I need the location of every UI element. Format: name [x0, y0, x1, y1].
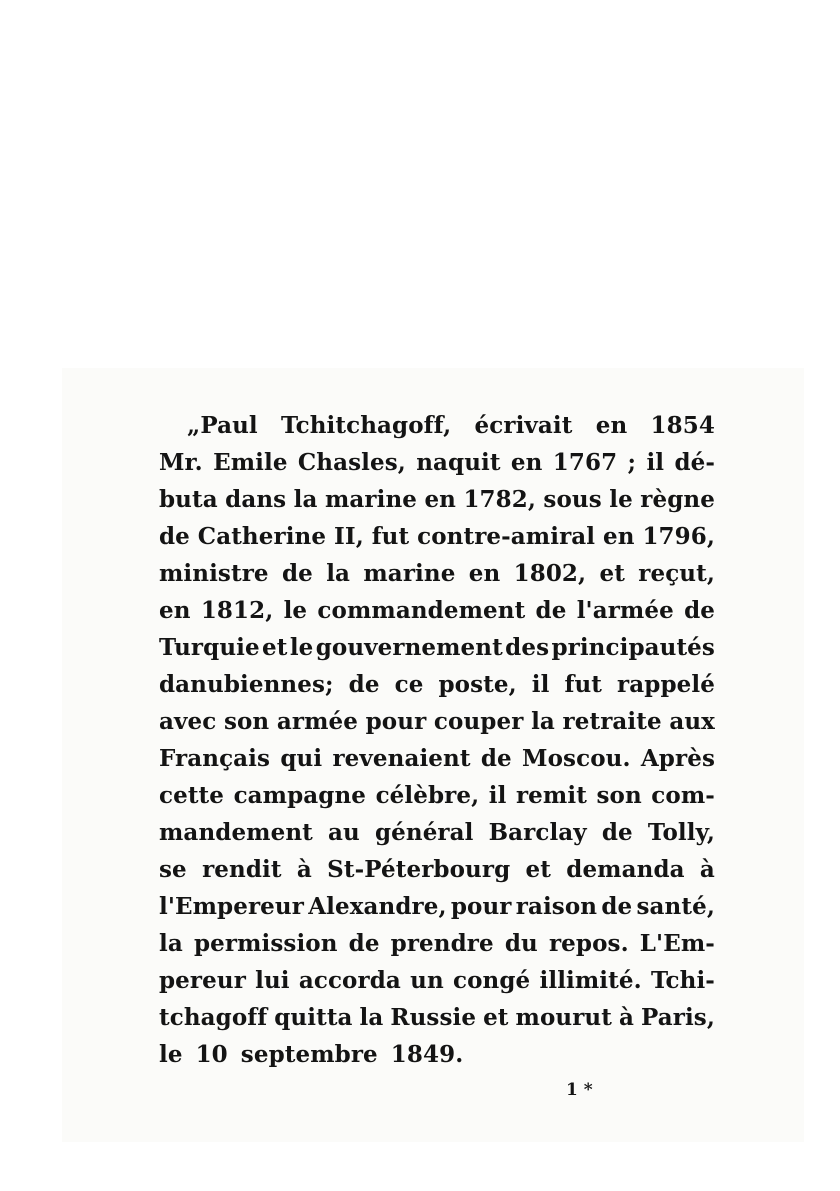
word: ;: [627, 449, 637, 476]
word: santé,: [636, 893, 715, 920]
word: 10: [195, 1041, 228, 1068]
word: dé-: [674, 449, 715, 476]
word: pour: [365, 708, 427, 735]
word: repos.: [548, 930, 629, 957]
word: Tolly,: [647, 819, 715, 846]
word: il: [488, 782, 507, 809]
word: 1812,: [200, 597, 274, 624]
word: un: [410, 967, 444, 994]
word: la: [326, 560, 351, 587]
text-line: [159, 518, 715, 555]
word: marine: [363, 560, 456, 587]
word: retraite: [562, 708, 662, 735]
word: septembre: [240, 1041, 378, 1068]
signature-mark: 1 *: [566, 1080, 593, 1100]
word: son: [223, 708, 270, 735]
word: Tchitchagoff,: [281, 412, 452, 439]
word: le: [289, 634, 314, 661]
word: la: [359, 1004, 384, 1031]
word: et: [525, 856, 551, 883]
text-line: [159, 851, 715, 888]
word: commandement: [317, 597, 526, 624]
word: la: [293, 486, 318, 513]
word: de: [601, 893, 633, 920]
text-line: [159, 962, 715, 999]
word: l'Empereur: [159, 893, 304, 920]
word: Emile: [213, 449, 288, 476]
word: se: [159, 856, 187, 883]
text-line: [159, 444, 715, 481]
text-line: [159, 555, 715, 592]
word: et: [483, 1004, 509, 1031]
word: en: [595, 412, 628, 439]
text-line: [159, 629, 715, 666]
word: de: [348, 930, 380, 957]
word: St-Péterbourg: [327, 856, 511, 883]
word: le: [283, 597, 308, 624]
word: armée: [276, 708, 358, 735]
word: la: [159, 930, 183, 957]
word: il: [531, 671, 550, 698]
word: marine: [324, 486, 418, 513]
word: des: [505, 634, 550, 661]
word: sous: [543, 486, 602, 513]
text-line: [159, 666, 715, 703]
word: illimité.: [539, 967, 642, 994]
word: Après: [640, 745, 715, 772]
word: à: [296, 856, 312, 883]
word: gouvernement: [315, 634, 503, 661]
word: en: [159, 597, 191, 624]
word: 1796,: [642, 523, 715, 550]
word: règne: [640, 486, 715, 513]
word: II,: [333, 523, 364, 550]
word: demanda: [566, 856, 685, 883]
word: de: [281, 560, 313, 587]
word: en: [424, 486, 457, 513]
word: 1854: [650, 412, 715, 439]
word: et: [262, 634, 288, 661]
word: remit: [515, 782, 587, 809]
word: avec: [159, 708, 217, 735]
text-line: [159, 925, 715, 962]
word: pour: [450, 893, 512, 920]
word: Moscou.: [522, 745, 631, 772]
word: en: [603, 523, 635, 550]
word: raison: [515, 893, 598, 920]
word: Chasles,: [297, 449, 406, 476]
word: Russie: [390, 1004, 477, 1031]
word: de: [684, 597, 715, 624]
word: à: [618, 1004, 634, 1031]
text-line: [159, 703, 715, 740]
word: mourut: [515, 1004, 612, 1031]
word: danubiennes;: [159, 671, 334, 698]
word: Paris,: [640, 1004, 715, 1031]
word: cette: [159, 782, 225, 809]
text-line: [159, 407, 715, 444]
text-line: [159, 481, 715, 518]
word: célèbre,: [375, 782, 480, 809]
word: prendre: [390, 930, 494, 957]
word: revenaient: [332, 745, 471, 772]
word: au: [328, 819, 360, 846]
word: de: [348, 671, 380, 698]
word: général: [374, 819, 474, 846]
word: Mr.: [159, 449, 203, 476]
text-line: [159, 740, 715, 777]
word: 1849.: [390, 1041, 464, 1068]
text-line: [159, 888, 715, 925]
word: de: [480, 745, 512, 772]
word: rendit: [202, 856, 282, 883]
word: com-: [651, 782, 715, 809]
word: du: [504, 930, 538, 957]
word: lui: [255, 967, 290, 994]
word: la: [531, 708, 555, 735]
word: en: [468, 560, 501, 587]
word: qui: [280, 745, 323, 772]
word: permission: [193, 930, 338, 957]
word: congé: [453, 967, 531, 994]
word: fut: [564, 671, 603, 698]
word: 1802,: [513, 560, 587, 587]
word: ce: [394, 671, 424, 698]
word: „Paul: [187, 412, 258, 439]
word: écrivait: [474, 412, 573, 439]
text-line: [159, 1036, 715, 1073]
word: principautés: [551, 634, 715, 661]
word: de: [601, 819, 633, 846]
word: l'armée: [576, 597, 674, 624]
word: Barclay: [488, 819, 587, 846]
word: tchagoff: [159, 1004, 268, 1031]
word: Tchi-: [650, 967, 715, 994]
word: son: [596, 782, 642, 809]
word: Français: [159, 745, 271, 772]
word: et: [599, 560, 625, 587]
word: en: [510, 449, 543, 476]
word: à: [699, 856, 715, 883]
word: 1767: [552, 449, 618, 476]
paragraph: [159, 407, 715, 1073]
word: le: [609, 486, 633, 513]
word: campagne: [233, 782, 367, 809]
word: de: [159, 523, 190, 550]
text-line: [159, 999, 715, 1036]
word: Alexandre,: [308, 893, 447, 920]
word: de: [535, 597, 567, 624]
word: le: [159, 1041, 183, 1068]
word: poste,: [438, 671, 517, 698]
word: quitta: [274, 1004, 353, 1031]
word: aux: [669, 708, 715, 735]
word: Turquie: [159, 634, 260, 661]
word: pereur: [159, 967, 246, 994]
word: reçut,: [638, 560, 715, 587]
word: Catherine: [197, 523, 327, 550]
word: il: [646, 449, 665, 476]
word: rappelé: [617, 671, 715, 698]
word: contre-amiral: [417, 523, 596, 550]
text-line: [159, 814, 715, 851]
word: ministre: [159, 560, 269, 587]
word: mandement: [159, 819, 313, 846]
word: naquit: [416, 449, 501, 476]
text-line: [159, 777, 715, 814]
word: accorda: [298, 967, 401, 994]
text-line: [159, 592, 715, 629]
word: fut: [371, 523, 410, 550]
word: 1782,: [463, 486, 536, 513]
word: buta: [159, 486, 218, 513]
word: L'Em-: [639, 930, 715, 957]
word: dans: [225, 486, 287, 513]
word: couper: [433, 708, 524, 735]
